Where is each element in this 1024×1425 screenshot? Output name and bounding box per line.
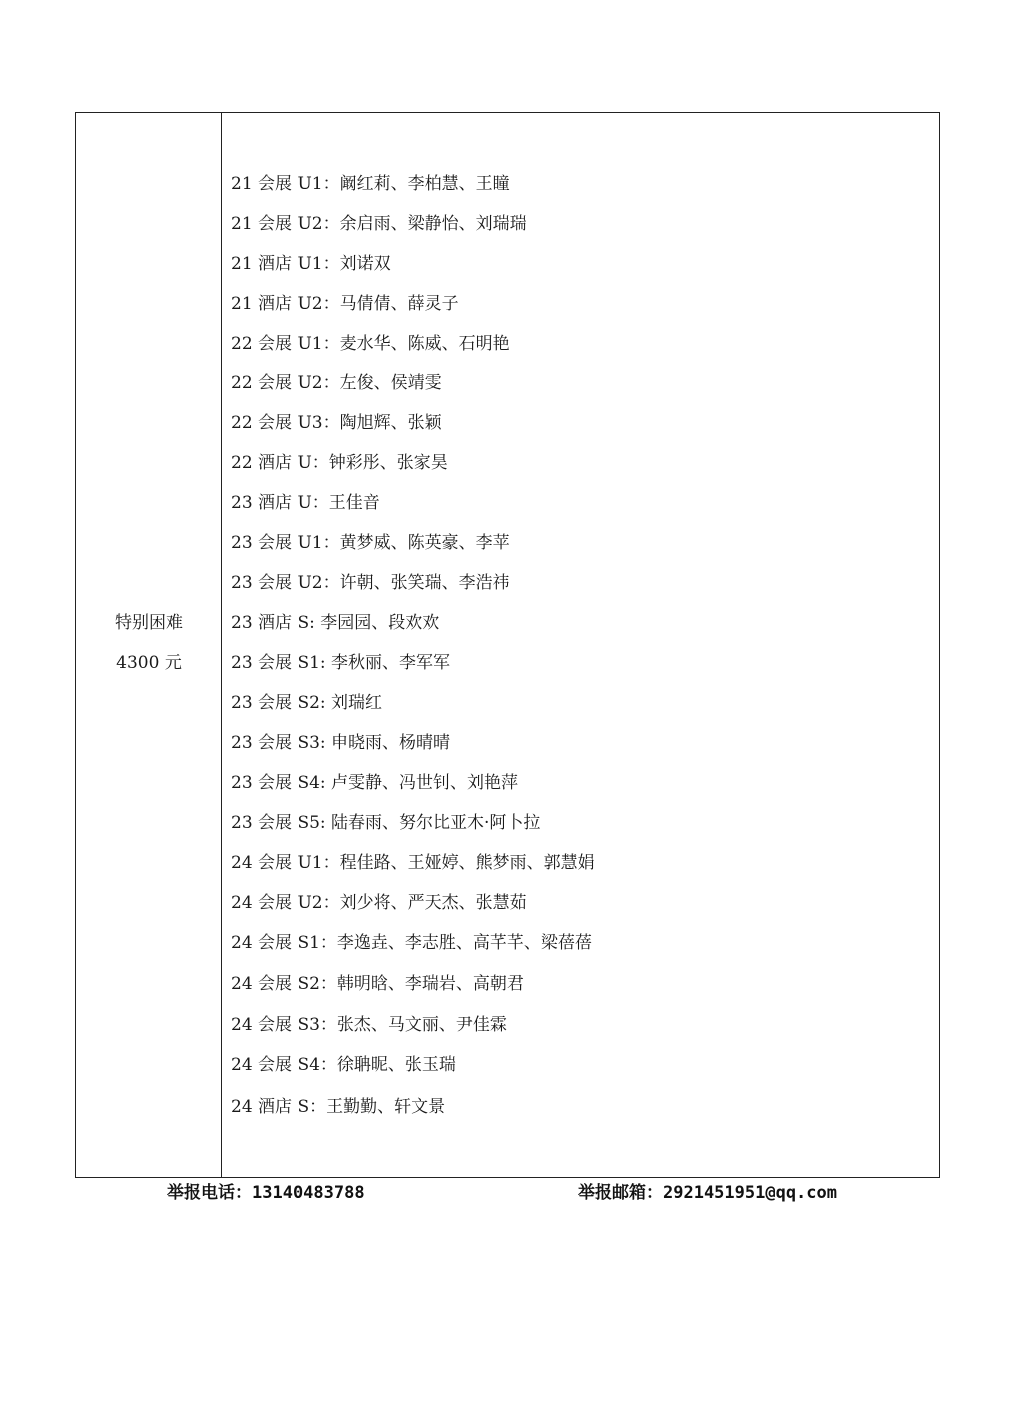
list-item: 23 会展 S4: 卢雯静、冯世钊、刘艳萍 [231,773,519,793]
recipient-table [75,112,940,1178]
list-item: 24 会展 S4：徐聃昵、张玉瑞 [231,1055,456,1075]
category-name: 特别困难 [115,613,183,633]
report-phone: 举报电话：13140483788 [167,1183,365,1203]
list-item: 21 会展 U2：余启雨、梁静怡、刘瑞瑞 [231,214,527,234]
list-item: 23 会展 S5: 陆春雨、努尔比亚木·阿卜拉 [231,813,541,833]
list-item: 23 会展 U1：黄梦威、陈英豪、李苹 [231,533,510,553]
list-item: 24 会展 U1：程佳路、王娅婷、熊梦雨、郭慧娟 [231,853,595,873]
list-item: 23 会展 U2：许朝、张笑瑞、李浩祎 [231,573,510,593]
category-cell [76,113,222,1177]
list-item: 23 会展 S3: 申晓雨、杨晴晴 [231,733,451,753]
list-item: 21 会展 U1：阚红莉、李柏慧、王瞳 [231,174,510,194]
recipient-list [222,113,939,1177]
report-email: 举报邮箱：2921451951@qq.com [578,1183,837,1203]
list-item: 23 会展 S2: 刘瑞红 [231,693,383,713]
list-item: 22 会展 U2：左俊、侯靖雯 [231,373,442,393]
list-item: 24 会展 S3：张杰、马文丽、尹佳霖 [231,1015,507,1035]
list-item: 21 酒店 U2：马倩倩、薛灵子 [231,294,459,314]
list-item: 23 酒店 U：王佳音 [231,493,380,513]
list-item: 23 会展 S1: 李秋丽、李军军 [231,653,451,673]
list-item: 23 酒店 S: 李园园、段欢欢 [231,613,440,633]
list-item: 24 会展 S2：韩明晗、李瑞岩、高朝君 [231,974,524,994]
list-item: 22 会展 U1：麦水华、陈威、石明艳 [231,334,510,354]
list-item: 22 会展 U3：陶旭辉、张颖 [231,413,442,433]
list-item: 24 酒店 S：王勤勤、轩文景 [231,1097,446,1117]
category-amount: 4300 元 [116,653,182,673]
list-item: 24 会展 U2：刘少将、严天杰、张慧茹 [231,893,527,913]
list-item: 21 酒店 U1：刘诺双 [231,254,391,274]
list-item: 24 会展 S1：李逸垚、李志胜、高芊芊、梁蓓蓓 [231,933,592,953]
list-item: 22 酒店 U：钟彩彤、张家昊 [231,453,448,473]
